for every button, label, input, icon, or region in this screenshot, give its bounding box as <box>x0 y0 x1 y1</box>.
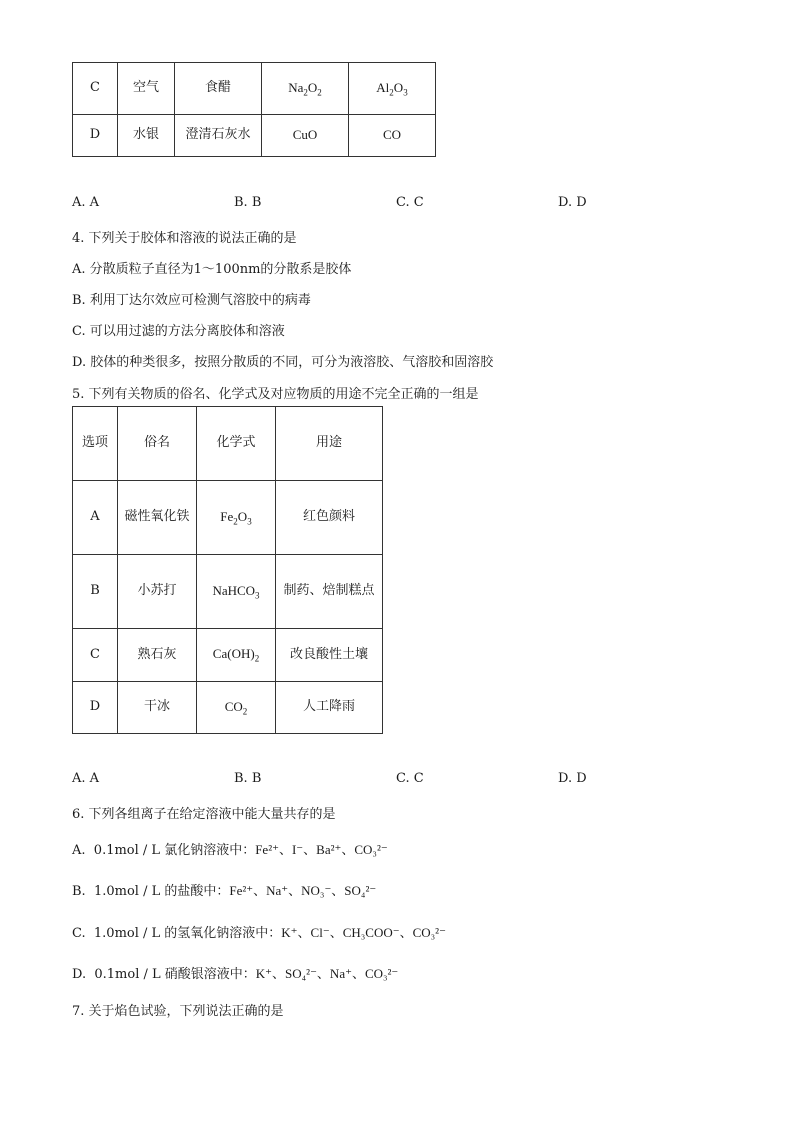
q4-option-b: B. 利用丁达尔效应可检测气溶胶中的病毒 <box>72 293 311 308</box>
q5-option-a: A. A <box>72 771 100 786</box>
q5-stem: 5. 下列有关物质的俗名、化学式及对应物质的用途不完全正确的一组是 <box>72 387 479 402</box>
q7-stem: 7. 关于焰色试验，下列说法正确的是 <box>72 1004 284 1019</box>
cell-common-name: 干冰 <box>118 682 197 734</box>
table-row <box>73 115 436 157</box>
q5-option-c: C. C <box>396 771 424 786</box>
q3-option-b: B. B <box>234 195 262 210</box>
q5-table <box>72 406 383 734</box>
continued-table <box>72 62 436 157</box>
q5-option-d: D. D <box>558 771 587 786</box>
q5-option-b: B. B <box>234 771 262 786</box>
table-row <box>73 63 436 115</box>
cell-substance-2: 食醋 <box>175 63 262 115</box>
cell-formula-1: CuO <box>262 115 349 157</box>
cell-common-name: 小苏打 <box>118 555 197 629</box>
cell-use: 制药、焙制糕点 <box>276 555 383 629</box>
cell-option: A <box>73 481 118 555</box>
q6-option-a: A. 0.1mol / L 氯化钠溶液中：Fe²⁺、I⁻、Ba²⁺、CO₃²⁻ <box>72 842 388 858</box>
cell-use: 红色颜料 <box>276 481 383 555</box>
q6-option-d: D. 0.1mol / L 硝酸银溶液中：K⁺、SO₄²⁻、Na⁺、CO₃²⁻ <box>72 966 399 982</box>
q4-stem: 4. 下列关于胶体和溶液的说法正确的是 <box>72 231 297 246</box>
cell-formula: $CO_2$ <box>197 682 276 734</box>
q6-stem: 6. 下列各组离子在给定溶液中能大量共存的是 <box>72 807 336 822</box>
q3-option-a: A. A <box>72 195 100 210</box>
cell-option: D <box>73 115 118 157</box>
cell-common-name: 磁性氧化铁 <box>118 481 197 555</box>
q6-option-c: C. 1.0mol / L 的氢氧化钠溶液中：K⁺、Cl⁻、CH₃COO⁻、CO₃²⁻ <box>72 925 446 941</box>
cell-option: D <box>73 682 118 734</box>
q4-option-d: D. 胶体的种类很多，按照分散质的不同，可分为液溶胶、气溶胶和固溶胶 <box>72 355 494 370</box>
cell-formula-1: $Na_2O_2$ <box>262 63 349 115</box>
cell-formula: $Ca(OH)_2$ <box>197 629 276 682</box>
table-row <box>73 629 383 682</box>
cell-formula-2: CO <box>349 115 436 157</box>
q4-option-a: A. 分散质粒子直径为1～100nm的分散系是胶体 <box>72 262 352 277</box>
table-header-row <box>73 407 383 481</box>
cell-option: B <box>73 555 118 629</box>
table-row <box>73 682 383 734</box>
cell-formula: NaHCO$_3$ <box>197 555 276 629</box>
header-common-name: 俗名 <box>118 407 197 481</box>
cell-option: C <box>73 63 118 115</box>
cell-formula: $Fe_2O_3$ <box>197 481 276 555</box>
cell-option: C <box>73 629 118 682</box>
q6-option-b: B. 1.0mol / L 的盐酸中：Fe²⁺、Na⁺、NO₃⁻、SO₄²⁻ <box>72 883 377 899</box>
table-row <box>73 555 383 629</box>
cell-formula-2: $Al_2O_3$ <box>349 63 436 115</box>
cell-common-name: 熟石灰 <box>118 629 197 682</box>
cell-substance-2: 澄清石灰水 <box>175 115 262 157</box>
q4-option-c: C. 可以用过滤的方法分离胶体和溶液 <box>72 324 285 339</box>
q3-option-d: D. D <box>558 195 587 210</box>
header-formula: 化学式 <box>197 407 276 481</box>
header-use: 用途 <box>276 407 383 481</box>
cell-substance-1: 水银 <box>118 115 175 157</box>
table-row <box>73 481 383 555</box>
q3-option-c: C. C <box>396 195 424 210</box>
cell-use: 人工降雨 <box>276 682 383 734</box>
cell-use: 改良酸性土壤 <box>276 629 383 682</box>
header-option: 选项 <box>73 407 118 481</box>
cell-substance-1: 空气 <box>118 63 175 115</box>
